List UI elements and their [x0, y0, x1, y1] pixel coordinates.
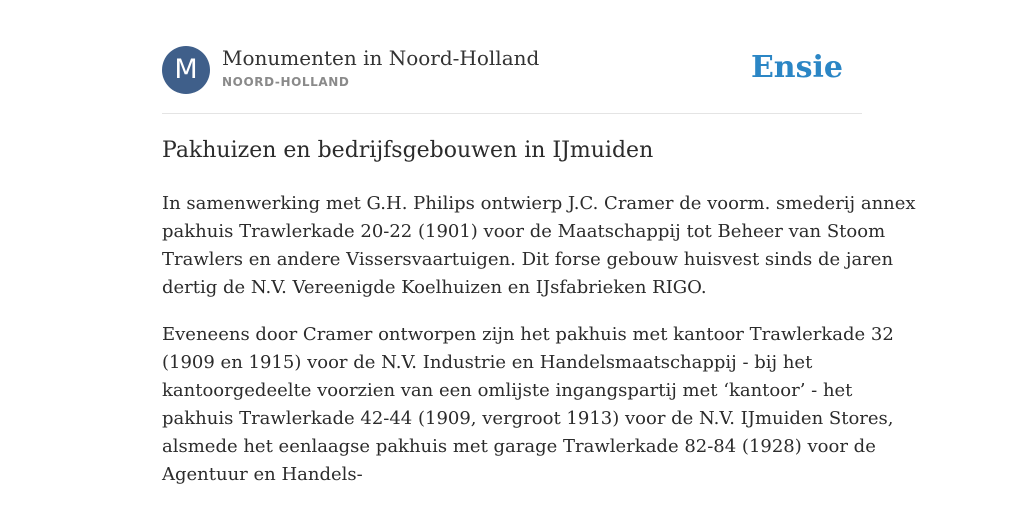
paragraph-2	[162, 321, 894, 489]
avatar[interactable]: M	[162, 46, 210, 94]
paragraph-line: Agentuur en Handels-	[162, 464, 363, 485]
header	[162, 46, 862, 96]
paragraph-line: Eveneens door Cramer ontworpen zijn het pakhuis met kantoor Trawlerkade 32	[162, 324, 894, 345]
collection-title[interactable]: Monumenten in Noord-Holland	[222, 46, 540, 70]
paragraph-line: Trawlers en andere Vissersvaartuigen. Dit forse gebouw huisvest sinds de jaren	[162, 249, 894, 270]
paragraph-line: alsmede het eenlaagse pakhuis met garage Trawlerkade 82-84 (1928) voor de	[162, 436, 876, 457]
paragraph-line: dertig de N.V. Vereenigde Koelhuizen en IJsfabrieken RIGO.	[162, 277, 707, 298]
paragraph-line: pakhuis Trawlerkade 42-44 (1909, vergroot 1913) voor de N.V. IJmuiden Stores,	[162, 408, 894, 429]
paragraph-line: pakhuis Trawlerkade 20-22 (1901) voor de Maatschappij tot Beheer van Stoom	[162, 221, 886, 242]
brand-logo[interactable]: Ensie	[750, 50, 843, 85]
paragraph-line: kantoorgedeelte voorzien van een omlijste ingangspartij met ‘kantoor’ - het	[162, 380, 853, 401]
paragraph-line: In samenwerking met G.H. Philips ontwierp J.C. Cramer de voorm. smederij annex	[162, 193, 916, 214]
article-title: Pakhuizen en bedrijfsgebouwen in IJmuiden	[162, 138, 654, 163]
divider	[162, 113, 862, 114]
paragraph-line: (1909 en 1915) voor de N.V. Industrie en Handelsmaatschappij - bij het	[162, 352, 813, 373]
collection-subtitle: NOORD-HOLLAND	[222, 75, 350, 89]
paragraph-1	[162, 190, 916, 302]
